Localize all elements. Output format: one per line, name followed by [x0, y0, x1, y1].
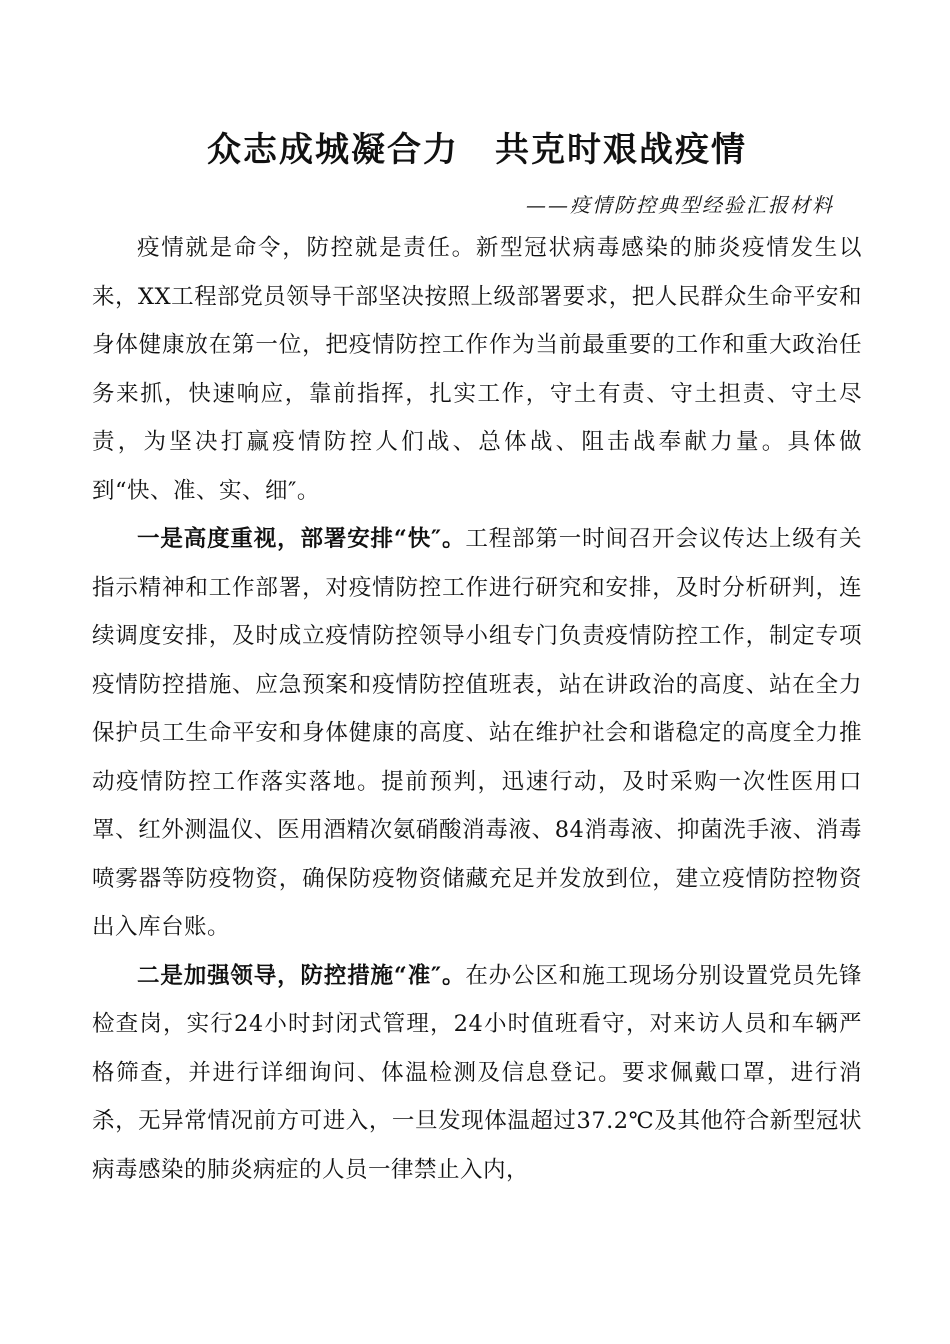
paragraph-text: 工程部第一时间召开会议传达上级有关指示精神和工作部署，对疫情防控工作进行研究和安排，及时分析研判，连续调度安排，及时成立疫情防控领导小组专门负责疫情防控工作，制定专项疫情防控措施、应急预案和疫情防控值班表，站在讲政治的高度、站在全力保护员工生命平安和身体健康的高度、站在维护社会和谐稳定的高度全力推动疫情防控工作落实落地。提前预判，迅速行动，及时采购一次性医用口罩、红外测温仪、医用酒精次氨硝酸消毒液、84消毒液、抑菌洗手液、消毒喷雾器等防疫物资，确保防疫物资储藏充足并发放到位，建立疫情防控物资出入库台账。 — [92, 526, 862, 940]
paragraph-intro — [92, 224, 862, 515]
document-title: 众志成城凝合力 共克时艰战疫情 — [207, 130, 747, 170]
paragraph-lead: 一是高度重视，部署安排“快″。 — [137, 526, 466, 552]
paragraph-text: 在办公区和施工现场分别设置党员先锋检查岗，实行24小时封闭式管理，24小时值班看守，对来访人员和车辆严格筛查，并进行详细询问、体温检测及信息登记。要求佩戴口罩，进行消杀，无异常情况前方可进入，一旦发现体温超过37.2℃及其他符合新型冠状病毒感染的肺炎病症的人员一律禁止入内， — [92, 962, 862, 1183]
paragraph-point-2 — [92, 952, 862, 1195]
document-page — [92, 128, 862, 1194]
paragraph-lead: 二是加强领导，防控措施“准″。 — [137, 962, 466, 989]
paragraph-point-1 — [92, 515, 862, 952]
document-subtitle: ——疫情防控典型经验汇报材料 — [526, 193, 834, 217]
paragraph-text: 疫情就是命令，防控就是责任。新型冠状病毒感染的肺炎疫情发生以来，XX工程部党员领导干部坚决按照上级部署要求，把人民群众生命平安和身体健康放在第一位，把疫情防控工作作为当前最重要的工作和重大政治任务来抓，快速响应，靠前指挥，扎实工作，守土有责、守土担责、守土尽责，为坚决打赢疫情防控人们战、总体战、阻击战奉献力量。具体做到“快、准、实、细″。 — [92, 235, 862, 504]
